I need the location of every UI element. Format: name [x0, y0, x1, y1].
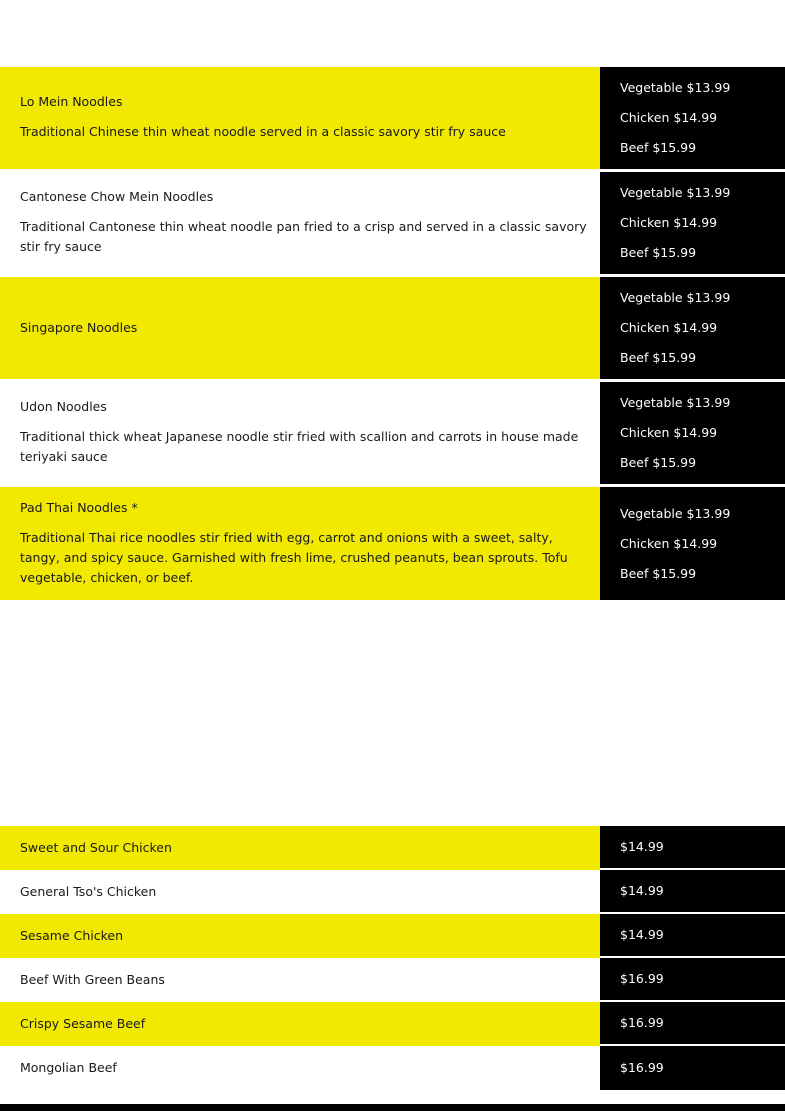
menu-item-name: General Tso's Chicken — [20, 884, 157, 899]
menu-item-description: Traditional Thai rice noodles stir fried with egg, carrot and onions with a sweet, salty, tangy, and spicy sauce. Garnished with fresh lime, crushed peanuts, bean sprouts. Tofu vegetable, chicken, or beef. — [20, 529, 568, 585]
menu-item-name: Beef With Green Beans — [20, 972, 165, 987]
menu-item-name: Mongolian Beef — [20, 1060, 117, 1075]
menu-item-price-cell — [600, 382, 785, 484]
menu-row-sweet-and-sour-chicken — [0, 826, 785, 870]
price-option-vegetable: Vegetable $13.99 — [620, 80, 731, 95]
menu-item-price-cell — [600, 958, 785, 1002]
price-option-chicken: Chicken $14.99 — [620, 215, 718, 230]
price-option-beef: Beef $15.99 — [620, 140, 697, 155]
menu-item-description-cell — [0, 277, 600, 379]
menu-item-description-cell — [0, 958, 600, 1002]
price-option-beef: Beef $15.99 — [620, 245, 697, 260]
menu-item-price-cell — [600, 1046, 785, 1090]
menu-item-name: Singapore Noodles — [20, 320, 138, 335]
menu-item-price-cell — [600, 172, 785, 274]
menu-item-name: Cantonese Chow Mein Noodles — [20, 189, 214, 204]
menu-item-name: Lo Mein Noodles — [20, 94, 123, 109]
noodle-menu-table — [0, 67, 785, 600]
menu-item-price-cell — [600, 277, 785, 379]
menu-item-description: Traditional Cantonese thin wheat noodle pan fried to a crisp and served in a classic savory stir fry sauce — [20, 219, 587, 254]
menu-row-lo-mein — [0, 67, 785, 172]
price-option-vegetable: Vegetable $13.99 — [620, 290, 731, 305]
menu-item-description-cell — [0, 382, 600, 484]
menu-item-price-cell — [600, 67, 785, 169]
price-option-beef: Beef $15.99 — [620, 350, 697, 365]
price-option-vegetable: Vegetable $13.99 — [620, 505, 731, 521]
menu-item-description-cell — [0, 487, 600, 600]
menu-item-name: Sweet and Sour Chicken — [20, 840, 172, 855]
price-option-beef: Beef $15.99 — [620, 455, 697, 470]
price-option-beef: Beef $15.99 — [620, 565, 697, 581]
menu-item-price: $14.99 — [620, 839, 664, 854]
menu-item-description: Traditional thick wheat Japanese noodle stir fried with scallion and carrots in house made teriyaki sauce — [20, 429, 579, 464]
menu-item-price-cell — [600, 826, 785, 870]
price-option-vegetable: Vegetable $13.99 — [620, 395, 731, 410]
price-option-chicken: Chicken $14.99 — [620, 110, 718, 125]
menu-item-price: $14.99 — [620, 883, 664, 898]
menu-item-description-cell — [0, 914, 600, 958]
menu-item-name: Crispy Sesame Beef — [20, 1016, 146, 1031]
menu-row-cantonese-chow-mein — [0, 172, 785, 277]
menu-item-name: Udon Noodles — [20, 399, 107, 414]
menu-item-price: $16.99 — [620, 1015, 664, 1030]
menu-item-description-cell — [0, 870, 600, 914]
entree-menu-table — [0, 826, 785, 1090]
menu-row-beef-with-green-beans — [0, 958, 785, 1002]
price-option-chicken: Chicken $14.99 — [620, 535, 718, 551]
menu-item-description-cell — [0, 172, 600, 274]
menu-item-description-cell — [0, 1002, 600, 1046]
price-option-vegetable: Vegetable $13.99 — [620, 185, 731, 200]
footer-bar — [0, 1104, 785, 1111]
menu-item-name: Pad Thai Noodles * — [20, 499, 138, 515]
menu-row-pad-thai — [0, 487, 785, 600]
menu-item-description-cell — [0, 826, 600, 870]
menu-row-sesame-chicken — [0, 914, 785, 958]
price-option-chicken: Chicken $14.99 — [620, 425, 718, 440]
menu-item-price-cell — [600, 914, 785, 958]
menu-item-price: $14.99 — [620, 927, 664, 942]
menu-row-singapore — [0, 277, 785, 382]
menu-row-crispy-sesame-beef — [0, 1002, 785, 1046]
price-option-chicken: Chicken $14.99 — [620, 320, 718, 335]
menu-row-udon — [0, 382, 785, 487]
menu-item-name: Sesame Chicken — [20, 928, 124, 943]
menu-item-price-cell — [600, 870, 785, 914]
menu-item-description-cell — [0, 67, 600, 169]
menu-item-description-cell — [0, 1046, 600, 1090]
menu-item-price: $16.99 — [620, 971, 664, 986]
menu-item-description: Traditional Chinese thin wheat noodle served in a classic savory stir fry sauce — [20, 124, 506, 139]
menu-row-mongolian-beef — [0, 1046, 785, 1090]
menu-item-price-cell — [600, 487, 785, 600]
menu-item-price-cell — [600, 1002, 785, 1046]
menu-row-general-tsos-chicken — [0, 870, 785, 914]
menu-item-price: $16.99 — [620, 1060, 664, 1075]
